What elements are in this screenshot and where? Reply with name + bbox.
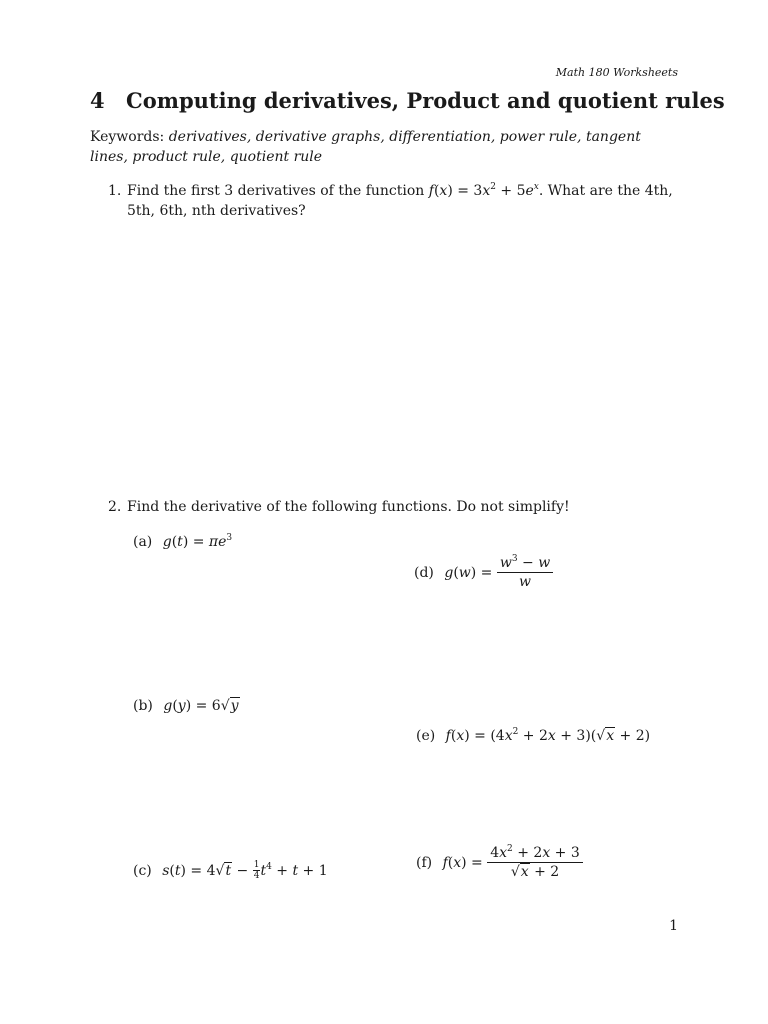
problem-2 bbox=[108, 497, 680, 517]
part-expression: g(w) = $\frac{w^3 - w}{w}$ bbox=[444, 565, 553, 581]
part-label: (c) bbox=[133, 862, 152, 879]
part-expression: s(t) = 4√t − $\frac{1}{4}$ $t^4 + t + 1$ bbox=[162, 860, 328, 881]
keywords-list: derivatives, derivative graphs, differentiation, power rule, tangent lines, product rule, quotient rule bbox=[90, 129, 641, 165]
part-label: (b) bbox=[133, 698, 153, 714]
sqrt-symbol: √x bbox=[596, 728, 615, 744]
part-expression: f(x) = $\frac{4x^2 + 2x + 3}{√x + 2}$ bbox=[443, 855, 583, 871]
part-label: (a) bbox=[133, 534, 153, 550]
page-number: 1 bbox=[669, 918, 678, 934]
section-heading bbox=[90, 88, 725, 113]
problem-text bbox=[127, 181, 680, 221]
fraction: $\frac{1}{4}$ bbox=[253, 860, 260, 881]
part-b bbox=[133, 698, 240, 714]
part-label: (d) bbox=[414, 564, 434, 581]
problem-text-after: . What are the 4th, 5th, 6th, nth derivatives? bbox=[127, 183, 673, 219]
section-number: 4 bbox=[90, 88, 105, 113]
problem-number: 2. bbox=[108, 499, 122, 515]
section-title: Computing derivatives, Product and quotient rules bbox=[126, 88, 725, 113]
part-f bbox=[416, 844, 583, 881]
part-label: (e) bbox=[416, 728, 436, 744]
part-expression: $g(t) = \pi e^3$ bbox=[162, 533, 233, 550]
part-expression: $f(x) = (4x^2 + 2x + 3)(√x + 2)$ bbox=[445, 727, 651, 744]
keywords-block bbox=[90, 127, 680, 167]
problem-text: Find the derivative of the following functions. Do not simplify! bbox=[127, 499, 570, 515]
problem-1 bbox=[108, 181, 680, 221]
sqrt-symbol: √t bbox=[215, 862, 232, 879]
fraction: $\frac{4x^2 + 2x + 3}{√x + 2}$ bbox=[487, 844, 583, 881]
sqrt-symbol: √y bbox=[220, 698, 239, 714]
fraction: $\frac{w^3 - w}{w}$ bbox=[497, 554, 553, 591]
part-c bbox=[133, 860, 328, 881]
running-header: Math 180 Worksheets bbox=[555, 66, 678, 79]
problem-expression: $f(x) = 3x^2 + 5e^x$ bbox=[428, 182, 539, 199]
problem-text-before: Find the first 3 derivatives of the function bbox=[127, 183, 425, 199]
problem-number: 1. bbox=[108, 183, 122, 199]
part-e bbox=[416, 728, 650, 744]
keywords-label: Keywords: bbox=[90, 129, 165, 145]
part-d bbox=[414, 554, 553, 591]
part-a bbox=[133, 534, 232, 550]
part-label: (f) bbox=[416, 854, 433, 871]
part-expression: g(y) = 6√y bbox=[163, 698, 239, 714]
